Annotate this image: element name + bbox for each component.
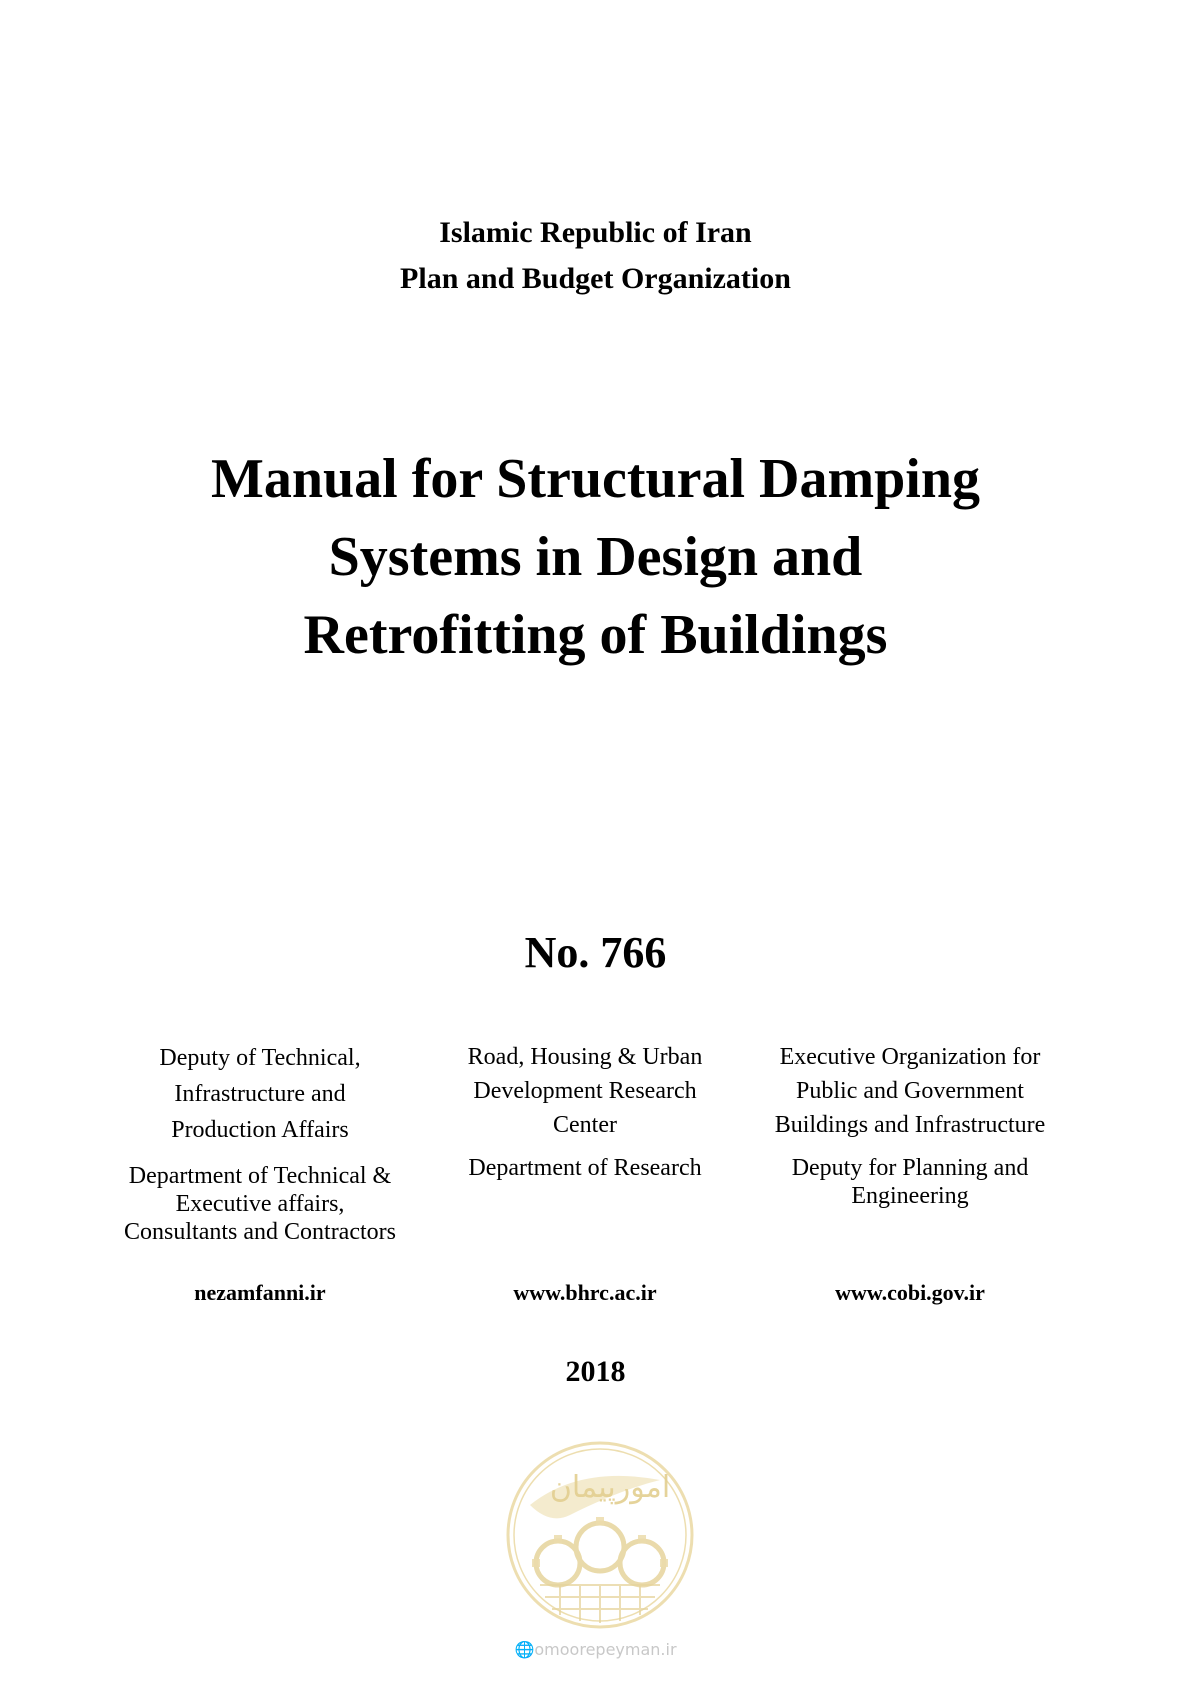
publication-year: 2018 xyxy=(565,1355,626,1388)
issuing-authority xyxy=(0,210,1191,302)
unit-line: Production Affairs xyxy=(171,1117,349,1143)
dept-line: Department of Technical & xyxy=(128,1163,392,1189)
dept-line: Engineering xyxy=(851,1183,969,1209)
dept-line: Deputy for Planning and xyxy=(791,1155,1029,1181)
unit-line: Executive Organization for xyxy=(779,1044,1041,1070)
unit-line: Buildings and Infrastructure xyxy=(774,1112,1046,1138)
document-title xyxy=(0,440,1191,674)
website-link[interactable]: www.bhrc.ac.ir xyxy=(513,1280,657,1305)
organization-name: Plan and Budget Organization xyxy=(400,262,791,295)
publisher-column-right xyxy=(745,1040,1075,1305)
gears-seal-logo-icon xyxy=(500,1435,700,1635)
website-link[interactable]: nezamfanni.ir xyxy=(194,1280,326,1305)
publisher-column-left xyxy=(95,1040,425,1305)
dept-line: Executive affairs, xyxy=(175,1191,345,1217)
website-link[interactable]: www.cobi.gov.ir xyxy=(835,1280,985,1305)
publisher-column-middle xyxy=(420,1040,750,1305)
title-line-2: Systems in Design and xyxy=(328,526,863,588)
unit-line: Infrastructure and xyxy=(174,1081,346,1107)
watermark-site-label: omoorepeyman.ir xyxy=(534,1640,677,1659)
unit-line: Road, Housing & Urban xyxy=(467,1044,703,1070)
title-line-3: Retrofitting of Buildings xyxy=(303,604,888,666)
unit-line: Deputy of Technical, xyxy=(159,1045,361,1071)
globe-icon: 🌐 xyxy=(514,1640,535,1659)
unit-line: Development Research xyxy=(473,1078,697,1104)
dept-line: Department of Research xyxy=(468,1155,702,1181)
watermark-site xyxy=(0,1640,1191,1660)
document-number: No. 766 xyxy=(524,928,667,977)
dept-line: Consultants and Contractors xyxy=(124,1219,396,1245)
country-name: Islamic Republic of Iran xyxy=(439,216,752,249)
logo-lettering: امورپیمان xyxy=(549,1470,671,1505)
unit-line: Public and Government xyxy=(796,1078,1024,1104)
unit-line: Center xyxy=(553,1112,617,1138)
title-line-1: Manual for Structural Damping xyxy=(211,448,980,510)
